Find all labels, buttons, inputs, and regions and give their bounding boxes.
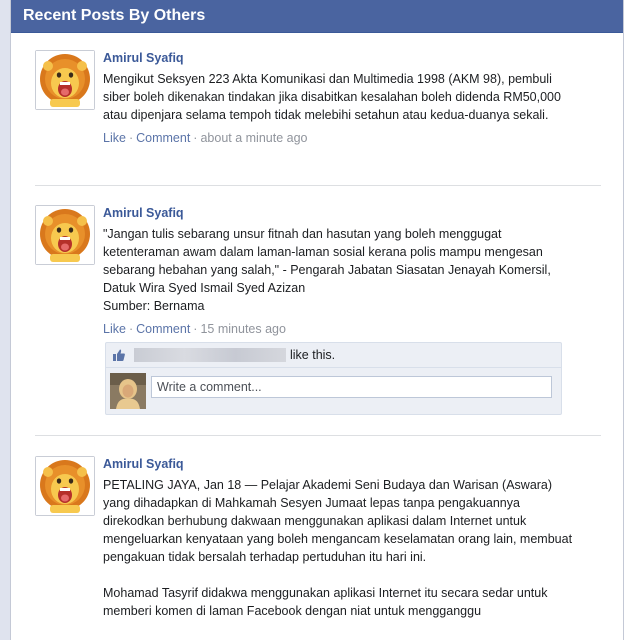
post-content [103, 456, 573, 620]
post-paragraph: "Jangan tulis sebarang unsur fitnah dan hasutan yang boleh menggugat ketenteraman awam dalam laman-laman sosial kerana polis mampu mengesan sebarang hebahan yang salah," - Pengarah Jabatan Siasatan Jenayah Komersil, Datuk Wira Syed Ismail Syed Azizan [103, 227, 551, 295]
likes-text: like this. [290, 348, 336, 362]
panel-title: Recent Posts By Others [23, 7, 206, 24]
author-name-link[interactable]: Amirul Syafiq [103, 206, 184, 220]
separator: · [193, 131, 198, 145]
likes-row [106, 343, 561, 368]
post-actions [103, 321, 573, 337]
author-avatar[interactable] [35, 50, 95, 110]
post-paragraph: Mengikut Seksyen 223 Akta Komunikasi dan Multimedia 1998 (AKM 98), pembuli siber boleh dikenakan tindakan jika disabitkan kesalahan boleh didenda RM50,000 atau dipenjara selama tempoh tidak melebihi setahun atau kedua-duanya sekali. [103, 72, 561, 122]
comment-link[interactable]: Comment [136, 322, 191, 336]
separator: · [128, 131, 134, 145]
post-text [103, 225, 573, 315]
author-name-link[interactable]: Amirul Syafiq [103, 51, 184, 65]
page-background-strip [0, 0, 10, 640]
separator: · [128, 322, 134, 336]
lion-avatar-icon [36, 51, 94, 109]
author-name-link[interactable]: Amirul Syafiq [103, 457, 184, 471]
post-source: Sumber: Bernama [103, 299, 205, 313]
post-actions [103, 130, 573, 146]
thumbs-up-icon [112, 348, 126, 362]
liker-names-redacted [134, 348, 286, 362]
feedback-box [105, 342, 562, 415]
separator: · [193, 322, 198, 336]
comment-link[interactable]: Comment [136, 131, 191, 145]
post-divider [35, 185, 601, 186]
lion-avatar-icon [36, 457, 94, 515]
post-paragraph: Mohamad Tasyrif didakwa menggunakan aplikasi Internet itu secara sedar untuk memberi komen di laman Facebook dengan niat untuk mengganggu [103, 586, 548, 618]
comment-composer [106, 368, 561, 414]
commenter-avatar [110, 373, 146, 409]
post-paragraph: PETALING JAYA, Jan 18 — Pelajar Akademi Seni Budaya dan Warisan (Aswara) yang dihadapkan di Mahkamah Sesyen Jumaat lepas tanpa pengakuannya direkodkan berhubung dakwaan menggunakan aplikasi dalam Internet untuk mengeluarkan kenyataan yang boleh mengancam keselamatan orang lain, membuat pengakuan tidak bersalah terhadap pertuduhan itu hari ini. [103, 478, 573, 564]
post-divider [35, 435, 601, 436]
post-content [103, 50, 573, 146]
author-avatar[interactable] [35, 205, 95, 265]
post-timestamp[interactable]: about a minute ago [200, 131, 308, 145]
post-timestamp[interactable]: 15 minutes ago [200, 322, 286, 336]
post-text [103, 476, 573, 620]
recent-posts-panel [10, 0, 624, 640]
like-link[interactable]: Like [103, 131, 126, 145]
post-text [103, 70, 573, 124]
comment-input[interactable] [151, 376, 552, 398]
author-avatar[interactable] [35, 456, 95, 516]
lion-avatar-icon [36, 206, 94, 264]
like-link[interactable]: Like [103, 322, 126, 336]
panel-header [11, 0, 623, 33]
post-content [103, 205, 573, 337]
